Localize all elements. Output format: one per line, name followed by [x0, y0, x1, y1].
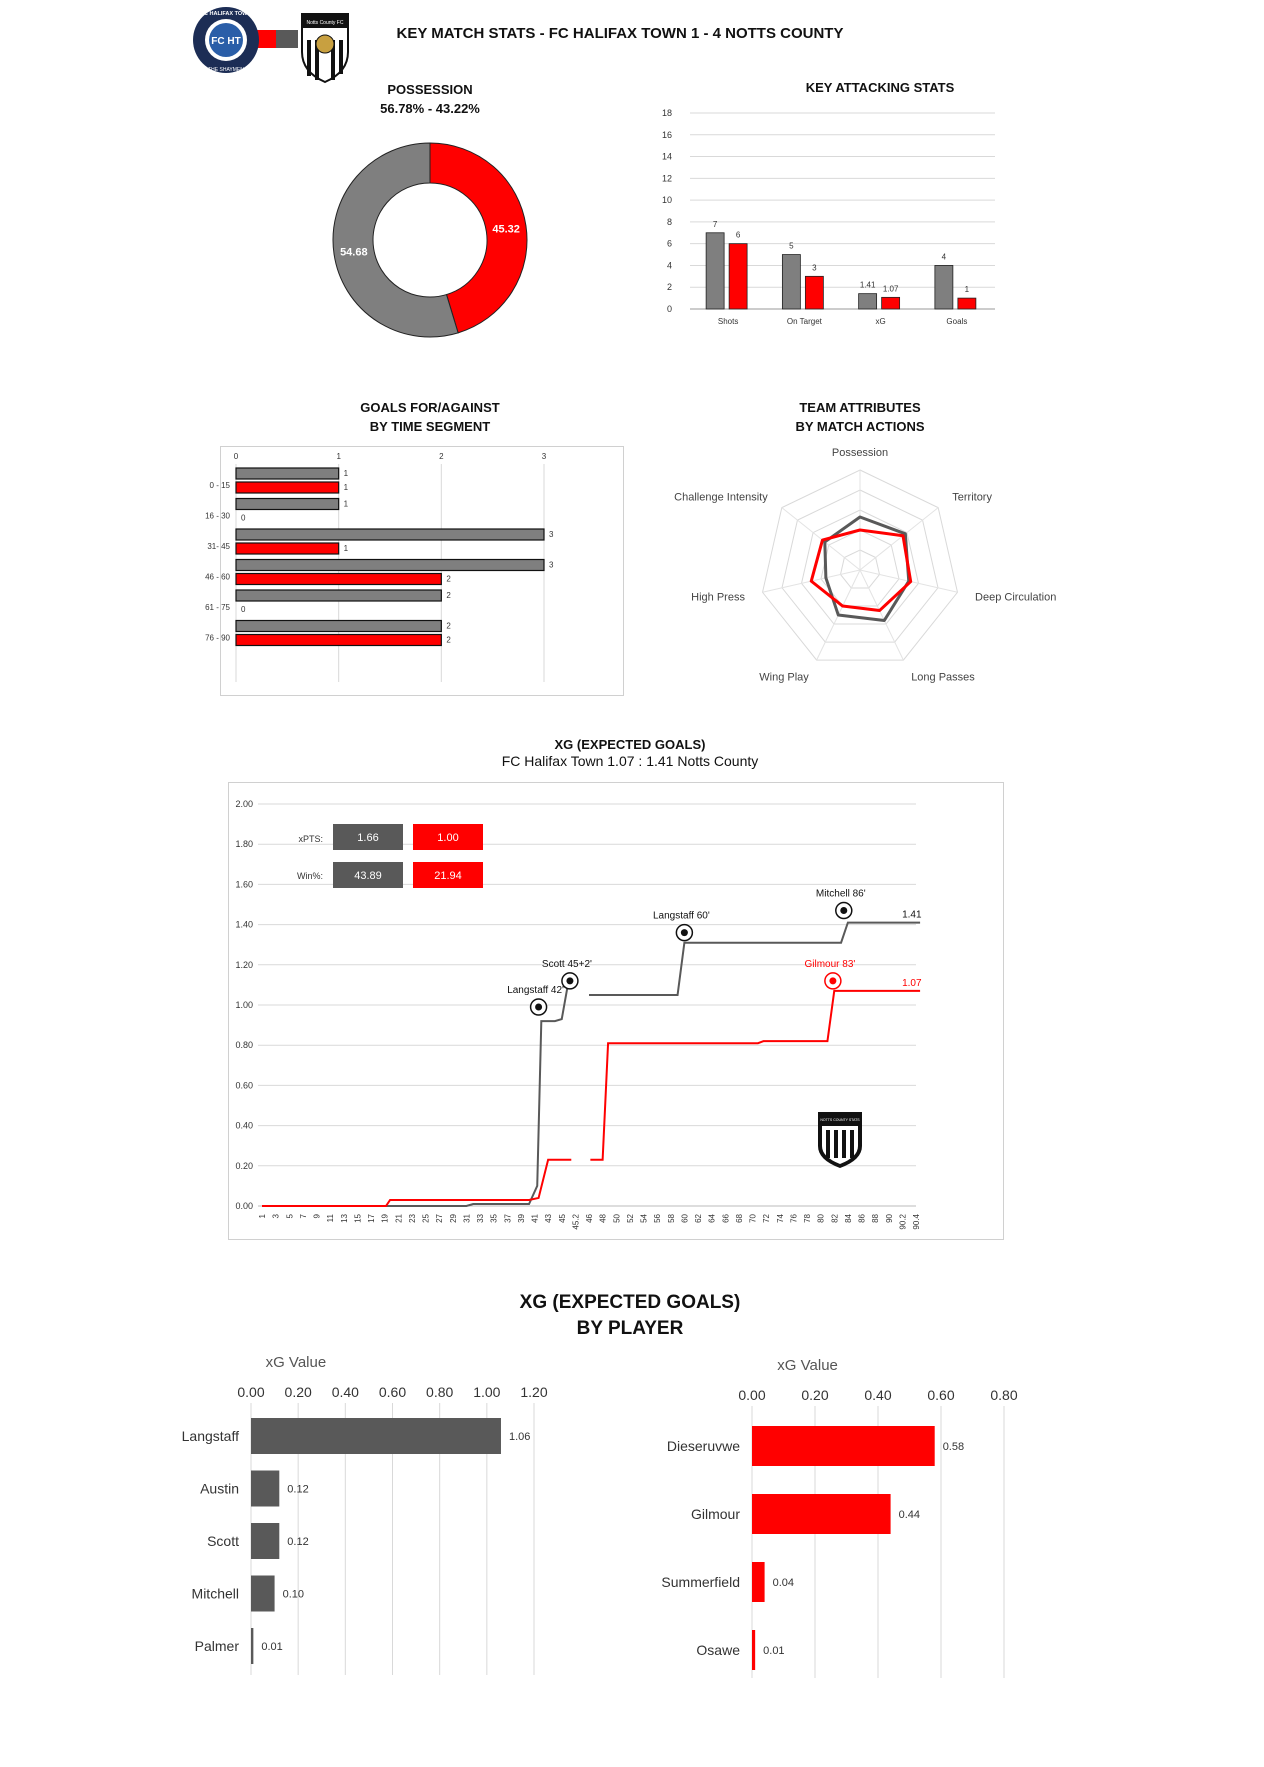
xg-goal-ball-center-3: [840, 907, 847, 914]
xg-xtick-24: 46: [585, 1214, 594, 1223]
player-xg-value-6-3: 0.01: [763, 1645, 785, 1657]
player-xg-bar-6-1: [752, 1494, 891, 1534]
halifax-badge-monogram: FC HT: [211, 36, 241, 47]
attacking-bar-1-2: [882, 297, 900, 309]
xg-xtick-43: 84: [843, 1214, 853, 1223]
player-xg-xtick-6-4: 0.80: [990, 1387, 1018, 1403]
xg-goal-annotation-2: Langstaff 60': [652, 910, 710, 922]
segments-bar-label-1-1: 0: [241, 513, 246, 523]
player-xg-value-5-1: 0.12: [287, 1483, 309, 1496]
segments-bar-0-2: [236, 529, 544, 540]
xpts-value-0: 1.66: [357, 832, 379, 844]
player-xg-bar-5-1: [251, 1471, 279, 1507]
player-xg-subtitle: BY PLAYER: [576, 1318, 684, 1339]
player-xg-xtick-5-2: 0.40: [331, 1384, 359, 1400]
xg-xtick-11: 23: [407, 1214, 417, 1223]
segments-bar-label-1-3: 2: [446, 574, 451, 584]
xg-ytick-7: 1.40: [235, 919, 253, 930]
player-xg-home-chart: [640, 1348, 1080, 1688]
possession-subtitle: 56.78% - 43.22%: [380, 101, 480, 116]
win-value-0: 43.89: [354, 870, 382, 882]
player-xg-xtick-6-0: 0.00: [738, 1387, 766, 1403]
segments-bar-label-0-2: 3: [549, 530, 554, 539]
radar-axis-label-0: Possession: [831, 447, 889, 459]
attacking-bar-1-1: [805, 276, 823, 309]
xg-xtick-22: 45: [557, 1214, 567, 1223]
player-xg-name-5-1: Austin: [200, 1480, 239, 1497]
xg-xtick-14: 29: [448, 1214, 458, 1223]
xg-goal-annotation-1: Scott 45+2': [541, 958, 592, 970]
xg-xtick-37: 72: [762, 1214, 772, 1223]
logo-stripe-0: [826, 1130, 830, 1158]
attacking-bar-0-3: [935, 265, 953, 309]
xg-xtick-27: 52: [625, 1214, 635, 1223]
xg-xtick-46: 90: [884, 1214, 894, 1223]
segments-bar-label-1-4: 0: [241, 605, 246, 614]
xg-xtick-19: 39: [516, 1214, 526, 1223]
xg-timeline-plot: [228, 782, 1004, 1240]
attacking-ytick-9: 18: [661, 108, 672, 118]
player-xg-axis-title-6: xG Value: [777, 1357, 838, 1374]
segments-bar-0-3: [236, 560, 544, 571]
xg-xtick-6: 13: [339, 1214, 349, 1223]
radar-axis-label-4: Wing Play: [759, 671, 809, 684]
xg-xtick-1: 3: [271, 1214, 281, 1219]
halifax-badge: [193, 7, 259, 73]
xg-xtick-4: 9: [312, 1214, 322, 1219]
xg-goal-ball-center-1: [566, 977, 573, 984]
player-xg-xtick-5-4: 0.80: [426, 1384, 454, 1400]
player-xg-name-6-2: Summerfield: [661, 1574, 740, 1590]
radar-axis-label-6: Challenge Intensity: [674, 491, 768, 504]
radar-subtitle: BY MATCH ACTIONS: [795, 419, 925, 434]
player-xg-bar-5-0: [251, 1418, 501, 1454]
radar-axis-label-1: Territory: [952, 491, 992, 504]
radar-spoke-3: [860, 570, 903, 660]
xg-xtick-41: 80: [816, 1214, 826, 1223]
xg-xtick-16: 33: [476, 1214, 485, 1223]
logo-stripe-1: [834, 1130, 838, 1158]
player-xg-axis-title-5: xG Value: [265, 1354, 327, 1371]
segments-bar-0-0: [236, 468, 339, 479]
xg-timeline-subtitle: FC Halifax Town 1.07 : 1.41 Notts County: [501, 753, 759, 769]
xg-xtick-5: 11: [326, 1214, 336, 1223]
possession-title: POSSESSION: [387, 82, 473, 97]
segments-bar-1-2: [236, 543, 339, 554]
segments-bar-label-0-0: 1: [343, 469, 349, 478]
xg-goal-ball-center-0: [535, 1004, 542, 1011]
xg-goal-annotation-3: Mitchell 86': [815, 888, 866, 900]
player-xg-name-6-1: Gilmour: [690, 1506, 740, 1522]
xg-ytick-4: 0.80: [235, 1040, 253, 1051]
xg-ytick-10: 2.00: [235, 799, 253, 809]
xg-xtick-3: 7: [298, 1214, 308, 1219]
attacking-bar-label-1-0: 6: [735, 230, 741, 240]
possession-slice-label-0: 54.68: [340, 246, 368, 259]
player-xg-xtick-5-1: 0.20: [284, 1384, 312, 1400]
attacking-bar-label-1-3: 1: [964, 285, 970, 295]
xg-end-label-1: 1.07: [902, 977, 922, 989]
attacking-bar-chart: [660, 110, 1060, 370]
xg-ytick-5: 1.00: [235, 1000, 253, 1010]
win-label: Win%:: [296, 871, 323, 881]
segments-bar-label-0-5: 2: [446, 621, 451, 631]
attacking-bar-label-0-1: 5: [789, 241, 794, 251]
attacking-ytick-7: 14: [661, 151, 672, 162]
xg-xtick-26: 50: [612, 1214, 622, 1223]
segments-bar-0-5: [236, 621, 441, 632]
xg-xtick-9: 19: [380, 1214, 390, 1223]
xg-xtick-36: 70: [748, 1214, 758, 1223]
attacking-bar-label-0-3: 4: [941, 252, 947, 262]
radar-axis-label-3: Long Passes: [911, 671, 975, 684]
xg-line-1-0: [262, 1160, 571, 1206]
player-xg-name-5-0: Langstaff: [181, 1428, 239, 1444]
segments-category-5: 76 - 90: [205, 633, 230, 643]
xg-xtick-33: 64: [707, 1214, 717, 1223]
segments-subtitle: BY TIME SEGMENT: [369, 419, 491, 434]
xg-xtick-8: 17: [367, 1214, 376, 1223]
xg-timeline-title: XG (EXPECTED GOALS): [554, 737, 706, 752]
xpts-label: xPTS:: [298, 834, 323, 844]
player-xg-title: XG (EXPECTED GOALS): [519, 1292, 741, 1313]
segments-bar-label-0-1: 1: [343, 499, 349, 509]
xg-ytick-2: 0.40: [235, 1120, 253, 1131]
attacking-category-label-1: On Target: [786, 317, 822, 326]
xg-xtick-44: 86: [857, 1214, 867, 1223]
attacking-bar-label-0-2: 1.41: [859, 280, 876, 290]
attacking-category-label-0: Shots: [717, 317, 739, 326]
segments-bar-1-5: [236, 635, 441, 646]
possession-slice-label-1: 45.32: [492, 223, 520, 236]
player-xg-bar-5-4: [251, 1628, 253, 1664]
player-xg-away-chart: [150, 1345, 590, 1685]
xg-xtick-13: 27: [435, 1214, 445, 1223]
attacking-ytick-1: 2: [666, 282, 672, 293]
team-badges: [190, 10, 350, 86]
xg-xtick-7: 15: [353, 1214, 363, 1223]
player-xg-xtick-5-0: 0.00: [237, 1384, 265, 1400]
xg-line-0-1: [589, 923, 920, 995]
xg-xtick-18: 37: [503, 1214, 513, 1223]
player-xg-value-5-2: 0.12: [287, 1536, 309, 1548]
win-value-1: 21.94: [434, 870, 462, 882]
attacking-ytick-2: 4: [666, 260, 672, 271]
xg-xtick-45: 88: [871, 1214, 881, 1223]
segments-xtick-2: 2: [439, 452, 444, 461]
xg-goal-annotation-0: Langstaff 42': [507, 985, 564, 997]
segments-bar-chart: [205, 446, 624, 696]
attacking-bar-1-3: [958, 298, 976, 309]
segments-xtick-0: 0: [233, 452, 239, 461]
possession-donut: [305, 120, 555, 360]
player-xg-bar-5-3: [251, 1576, 275, 1612]
radar-axis-label-2: Deep Circulation: [975, 591, 1057, 604]
halifax-badge-top-text: FC HALIFAX TOWN: [200, 11, 252, 17]
attacking-bar-0-2: [859, 294, 877, 309]
segments-category-2: 31- 45: [207, 542, 230, 551]
player-xg-value-5-0: 1.06: [508, 1431, 531, 1443]
xg-xtick-32: 62: [694, 1214, 703, 1223]
attacking-bar-label-0-0: 7: [712, 219, 718, 229]
player-xg-bar-6-3: [752, 1630, 755, 1670]
segments-bar-label-1-0: 1: [343, 483, 349, 492]
xg-line-0-0: [262, 981, 569, 1206]
player-xg-xtick-6-3: 0.60: [927, 1387, 955, 1403]
segments-title: GOALS FOR/AGAINST: [360, 400, 500, 415]
xg-xtick-20: 41: [530, 1214, 540, 1223]
xg-xtick-12: 25: [421, 1214, 431, 1223]
segments-bar-label-1-2: 1: [343, 544, 349, 553]
xpts-value-1: 1.00: [437, 832, 459, 844]
xg-xtick-2: 5: [285, 1214, 295, 1219]
xg-xtick-23: 45.2: [571, 1214, 581, 1230]
player-xg-name-5-4: Palmer: [194, 1638, 239, 1654]
xg-xtick-34: 66: [721, 1214, 731, 1223]
segments-bar-1-0: [236, 482, 339, 493]
xg-xtick-17: 35: [489, 1214, 499, 1223]
player-xg-value-6-0: 0.58: [942, 1441, 965, 1453]
xg-goal-ball-center-4: [829, 977, 836, 984]
logo-text: NOTTS COUNTY STATS: [820, 1118, 860, 1122]
player-xg-value-5-4: 0.01: [261, 1641, 283, 1653]
page-title: KEY MATCH STATS - FC HALIFAX TOWN 1 - 4 NOTTS COUNTY: [396, 25, 844, 42]
player-xg-name-6-0: Dieseruvwe: [666, 1438, 740, 1454]
xg-end-label-0: 1.41: [902, 909, 922, 921]
player-xg-name-5-2: Scott: [207, 1533, 239, 1549]
xg-ytick-3: 0.60: [235, 1080, 253, 1091]
xg-ytick-0: 0.00: [235, 1201, 253, 1211]
attacking-bar-label-1-1: 3: [812, 263, 817, 273]
xg-goal-annotation-4: Gilmour 83': [804, 958, 856, 970]
xg-ytick-6: 1.20: [235, 959, 253, 970]
logo-stripe-2: [842, 1130, 846, 1158]
segments-bar-label-0-4: 2: [446, 591, 451, 600]
attacking-ytick-5: 10: [661, 195, 672, 206]
xg-xtick-15: 31: [462, 1214, 472, 1223]
xg-ytick-8: 1.60: [235, 879, 253, 890]
xg-xtick-10: 21: [394, 1214, 404, 1223]
xg-xtick-0: 1: [258, 1214, 267, 1219]
segments-bar-label-1-5: 2: [446, 635, 451, 645]
player-xg-bar-6-0: [752, 1426, 935, 1466]
xg-ytick-1: 0.20: [235, 1160, 253, 1171]
player-xg-xtick-6-2: 0.40: [864, 1387, 892, 1403]
attacking-ytick-6: 12: [661, 173, 672, 184]
attacking-ytick-3: 6: [666, 238, 672, 249]
segments-bar-1-3: [236, 574, 441, 585]
radar-plot: [640, 440, 1080, 690]
xg-xtick-39: 76: [789, 1214, 799, 1223]
xg-line-1-1: [590, 991, 920, 1160]
logo-stripe-3: [850, 1130, 854, 1158]
player-xg-xtick-5-6: 1.20: [520, 1384, 548, 1400]
segments-category-3: 46 - 60: [205, 572, 230, 582]
radar-axis-label-5: High Press: [691, 591, 745, 604]
attacking-bar-0-0: [706, 233, 724, 309]
player-xg-bar-6-2: [752, 1562, 765, 1602]
segments-bar-label-0-3: 3: [549, 560, 554, 570]
attacking-category-label-2: xG: [875, 317, 886, 326]
xg-ytick-9: 1.80: [235, 839, 253, 850]
attacking-ytick-8: 16: [661, 129, 672, 140]
player-xg-value-6-2: 0.04: [772, 1577, 795, 1589]
player-xg-bar-5-2: [251, 1523, 279, 1559]
segments-bar-0-1: [236, 499, 339, 510]
halifax-badge-bottom-text: THE SHAYMEN: [208, 67, 244, 73]
radar-title: TEAM ATTRIBUTES: [799, 400, 921, 415]
player-xg-name-6-3: Osawe: [696, 1642, 740, 1658]
attacking-bar-0-1: [782, 255, 800, 309]
attacking-ytick-4: 8: [666, 216, 672, 227]
xg-xtick-31: 60: [680, 1214, 690, 1223]
segments-category-0: 0 - 15: [209, 481, 230, 490]
attacking-title: KEY ATTACKING STATS: [805, 80, 955, 95]
notts-county-badge: [302, 14, 348, 82]
attacking-ytick-0: 0: [666, 304, 672, 314]
xg-xtick-25: 48: [598, 1214, 608, 1223]
xg-xtick-47: 90.2: [898, 1214, 908, 1230]
attacking-category-label-3: Goals: [946, 317, 968, 326]
xg-xtick-40: 78: [803, 1214, 812, 1223]
xg-xtick-21: 43: [544, 1214, 554, 1223]
segments-bar-0-4: [236, 590, 441, 601]
xg-xtick-28: 54: [639, 1214, 649, 1223]
attacking-bar-label-1-2: 1.07: [882, 284, 899, 294]
segments-xtick-3: 3: [541, 452, 547, 461]
player-xg-xtick-6-1: 0.20: [801, 1387, 829, 1403]
xg-xtick-29: 56: [653, 1214, 663, 1223]
xg-xtick-30: 58: [666, 1214, 676, 1223]
radar-series-0: [825, 517, 909, 620]
xg-xtick-48: 90.4: [912, 1214, 921, 1230]
notts-badge-text: Notts County FC: [306, 20, 344, 26]
player-xg-name-5-3: Mitchell: [191, 1585, 239, 1602]
xg-xtick-35: 68: [734, 1214, 744, 1223]
segments-category-4: 61 - 75: [205, 603, 230, 612]
attacking-bar-1-0: [729, 244, 747, 309]
player-xg-xtick-5-3: 0.60: [378, 1384, 407, 1400]
xg-xtick-42: 82: [830, 1214, 840, 1223]
xg-xtick-38: 74: [775, 1214, 785, 1223]
segments-xtick-1: 1: [336, 452, 341, 461]
segments-category-1: 16 - 30: [205, 511, 230, 521]
notts-county-stats-logo: [818, 1112, 862, 1168]
player-xg-value-5-3: 0.10: [282, 1588, 305, 1601]
badge-connector-grey: [276, 30, 298, 48]
player-xg-value-6-1: 0.44: [898, 1509, 921, 1521]
player-xg-xtick-5-5: 1.00: [473, 1384, 501, 1400]
xg-goal-ball-center-2: [681, 929, 688, 936]
